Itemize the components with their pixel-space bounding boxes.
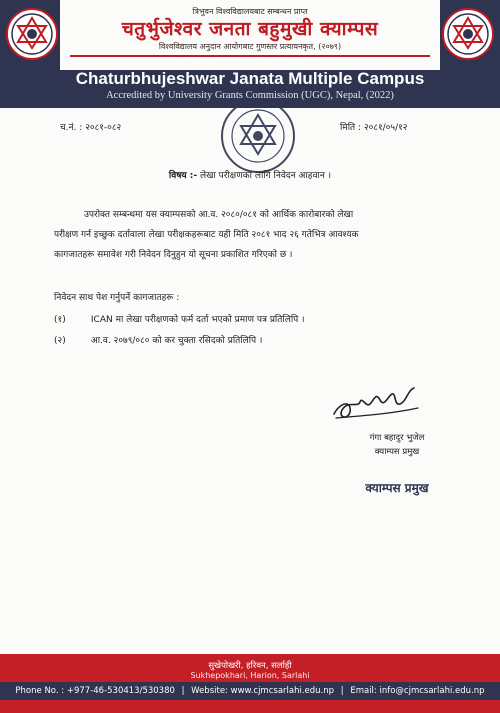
attachment-item: [54, 312, 305, 325]
accreditation-note-en: Accredited by University Grants Commission (UGC), Nepal, (2022): [106, 90, 394, 101]
date-label: मिति :: [340, 123, 362, 133]
footer-separator: |: [340, 686, 344, 696]
reference-label: च.नं. :: [60, 123, 83, 133]
signer-name: गंगा बहादुर भुजेल: [369, 433, 425, 443]
footer-address-en: Sukhepokhari, Harion, Sarlahi: [190, 671, 310, 680]
subject-label: विषय :-: [168, 171, 198, 181]
official-stamp: क्याम्पस प्रमुख: [365, 481, 429, 495]
campus-name-en: Chaturbhujeshwar Janata Multiple Campus: [75, 69, 425, 88]
attachment-number: (१): [54, 315, 66, 325]
attachment-text: आ.व. २०७९/०८० को कर चुक्ता रसिदको प्रतिलिपि ।: [90, 336, 263, 346]
header-divider: [70, 55, 430, 57]
attachment-text: ICAN मा लेखा परीक्षणको फर्म दर्ता भएको प्रमाण पत्र प्रतिलिपि ।: [90, 315, 305, 325]
footer-email: Email: info@cjmcsarlahi.edu.np: [350, 686, 485, 696]
signer-role: क्याम्पस प्रमुख: [374, 447, 420, 457]
handwritten-signature: [330, 378, 422, 424]
body-line: उपरोक्त सम्बन्धमा यस क्याम्पसको आ.व. २०८०/०८१ को आर्थिक कारोबारको लेखा: [84, 210, 354, 220]
letter-date: [340, 120, 407, 133]
reference-value: २०८१-०८२: [85, 123, 122, 133]
campus-name-np: चतुर्भुजेश्वर जनता बहुमुखी क्याम्पस: [121, 18, 379, 40]
reference-number: [60, 120, 121, 133]
notice-body: [54, 205, 450, 265]
footer-contact-bar: [0, 682, 500, 700]
affiliation-note-np: त्रिभुवन विश्वविद्यालयबाट सम्बन्धन प्राप्त: [192, 7, 308, 16]
subject-text: लेखा परीक्षणका लागि निवेदन आहवान ।: [200, 171, 332, 181]
footer-separator: |: [181, 686, 185, 696]
body-line: परीक्षण गर्न इच्छुक दर्तावाला लेखा परीक्षकहरूबाट यही मिति २०८१ भाद २६ गतेभित्र आवश्यक: [54, 230, 359, 240]
affiliation-note-en: Affiliated to Tribhuvan University: [176, 58, 324, 68]
attachment-item: [54, 333, 262, 346]
date-value: २०८१/०५/१२: [363, 123, 408, 133]
attachment-number: (२): [54, 336, 66, 346]
attachments-heading: निवेदन साथ पेश गर्नुपर्ने कागजातहरू :: [54, 293, 180, 303]
footer-phone: Phone No. : +977-46-530413/530380: [15, 686, 175, 696]
footer-website: Website: www.cjmcsarlahi.edu.np: [191, 686, 335, 696]
accreditation-note-np: विश्वविद्यालय अनुदान आयोगबाट गुणस्तर प्रत्यायनकृत, (२०७९): [158, 42, 342, 51]
body-line: कागजातहरू समावेश गरी निवेदन दिनुहुन यो सूचना प्रकाशित गरिएको छ ।: [54, 250, 293, 260]
campus-seal-icon: [220, 98, 296, 174]
subject-line: [0, 168, 500, 181]
footer-address-np: सुखेपोखरी, हरिवन, सर्लाही: [208, 661, 292, 671]
